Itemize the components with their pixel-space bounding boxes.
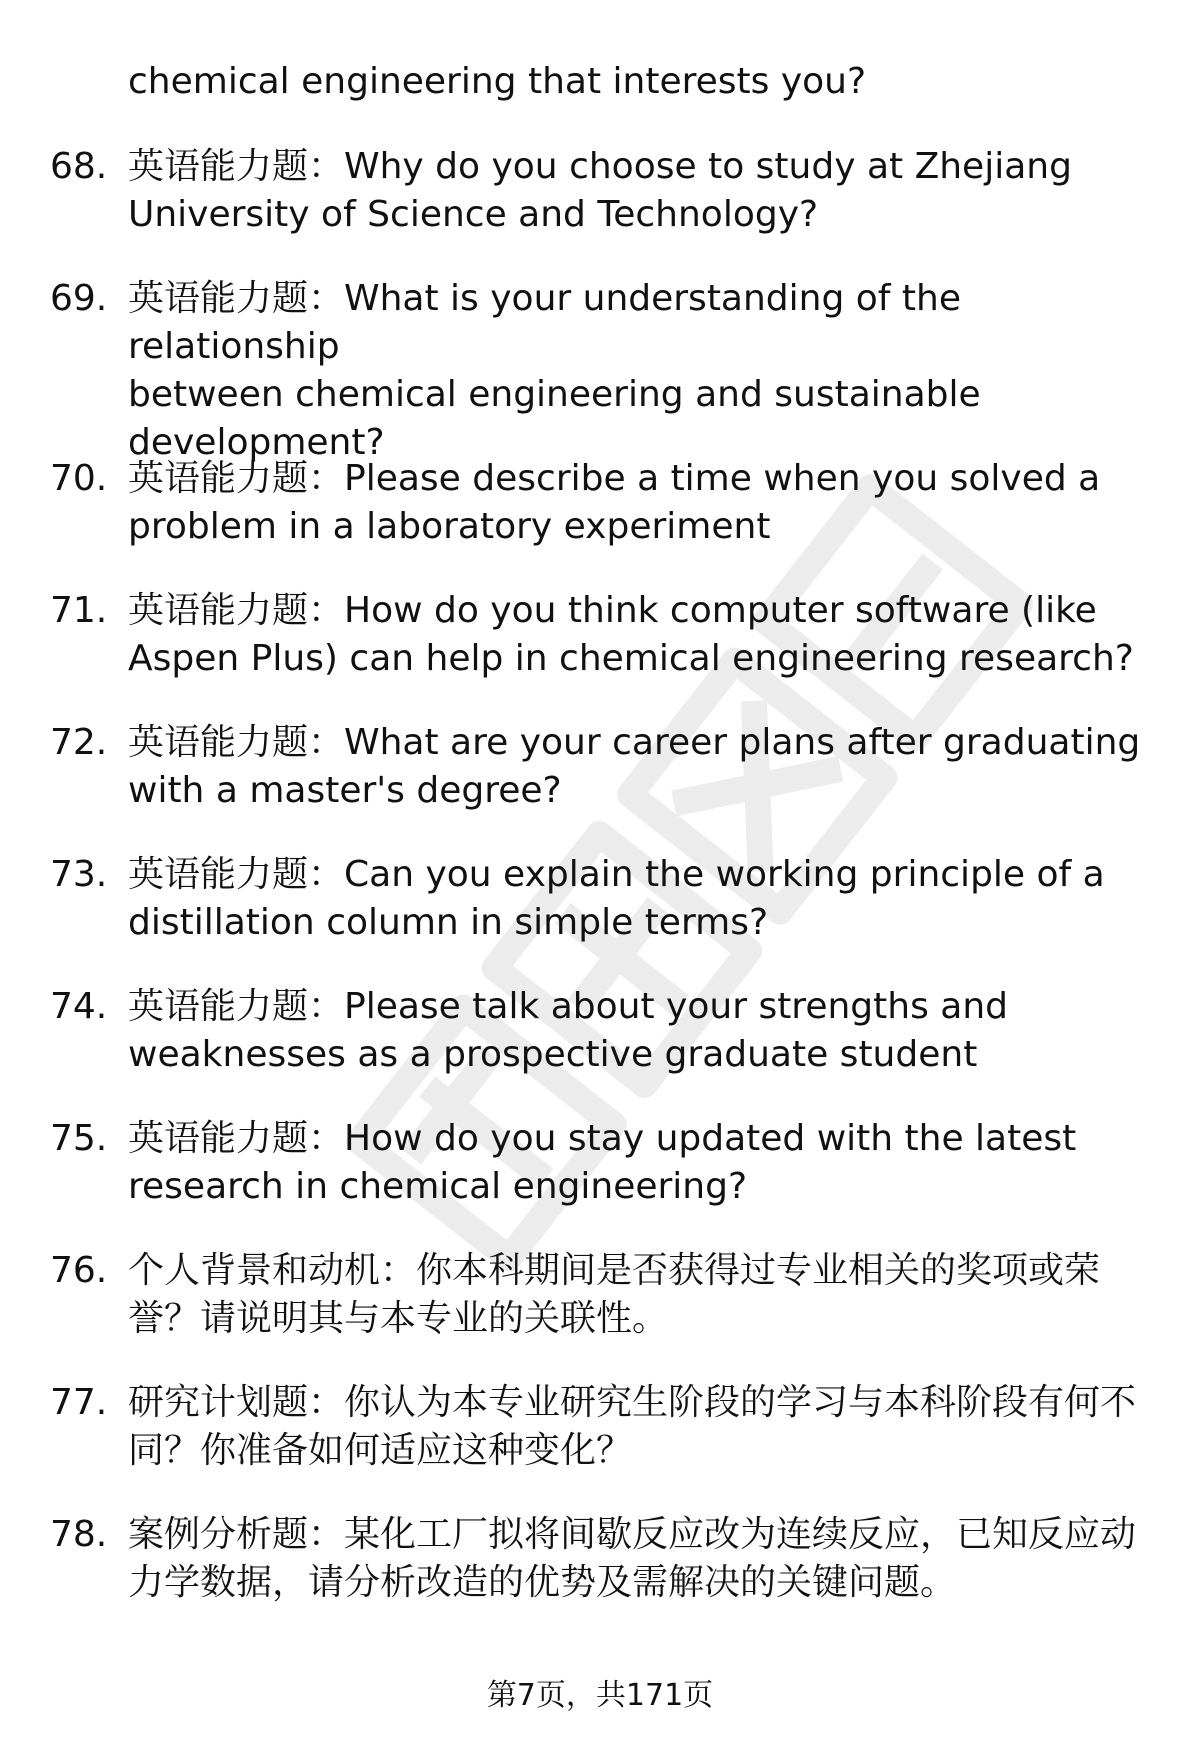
- question-text: 个人背景和动机：你本科期间是否获得过专业相关的奖项或荣 誉？请说明其与本专业的关联性。: [128, 1250, 1101, 1339]
- question-text: 英语能力题：Please describe a time when you solved a problem in a laboratory experiment: [128, 458, 1101, 547]
- question-77: [50, 1379, 1170, 1475]
- question-text: 英语能力题：How do you stay updated with the latest research in chemical engineering?: [128, 1118, 1077, 1207]
- question-text: 研究计划题：你认为本专业研究生阶段的学习与本科阶段有何不 同？你准备如何适应这种变化？: [128, 1382, 1137, 1471]
- page-footer: 第7页，共171页: [486, 1678, 714, 1713]
- question-71: [50, 587, 1170, 683]
- question-number: 68.: [50, 146, 108, 187]
- question-number: 70.: [50, 458, 108, 499]
- question-number: 73.: [50, 854, 108, 895]
- question-69: [50, 275, 1170, 467]
- question-75: [50, 1115, 1170, 1211]
- question-number: 75.: [50, 1118, 108, 1159]
- question-text: 英语能力题：Why do you choose to study at Zhejiang University of Science and Technology?: [128, 146, 1072, 235]
- question-74: [50, 983, 1170, 1079]
- question-number: 74.: [50, 986, 108, 1027]
- question-76: [50, 1247, 1170, 1343]
- question-text: 英语能力题：What is your understanding of the relationship between chemical engineering and sustainable development?: [128, 278, 981, 463]
- question-number: 71.: [50, 590, 108, 631]
- question-text: 英语能力题：What are your career plans after graduating with a master's degree?: [128, 722, 1141, 811]
- question-72: [50, 719, 1170, 815]
- question-text: 英语能力题：Can you explain the working principle of a distillation column in simple terms?: [128, 854, 1105, 943]
- question-text: 英语能力题：How do you think computer software (like Aspen Plus) can help in chemical engineering research?: [128, 590, 1134, 679]
- question-68: [50, 143, 1170, 239]
- question-text: 英语能力题：Please talk about your strengths and weaknesses as a prospective graduate student: [128, 986, 1008, 1075]
- question-number: 78.: [50, 1514, 108, 1555]
- question-number: 77.: [50, 1382, 108, 1423]
- question-78: [50, 1511, 1170, 1607]
- question-73: [50, 851, 1170, 947]
- question-number: 72.: [50, 722, 108, 763]
- question-number: 76.: [50, 1250, 108, 1291]
- question-number: 69.: [50, 278, 108, 319]
- question-67-continuation: chemical engineering that interests you?: [128, 61, 867, 102]
- question-70: [50, 455, 1170, 551]
- question-text: 案例分析题：某化工厂拟将间歇反应改为连续反应，已知反应动 力学数据，请分析改造的优势及需解决的关键问题。: [128, 1514, 1137, 1603]
